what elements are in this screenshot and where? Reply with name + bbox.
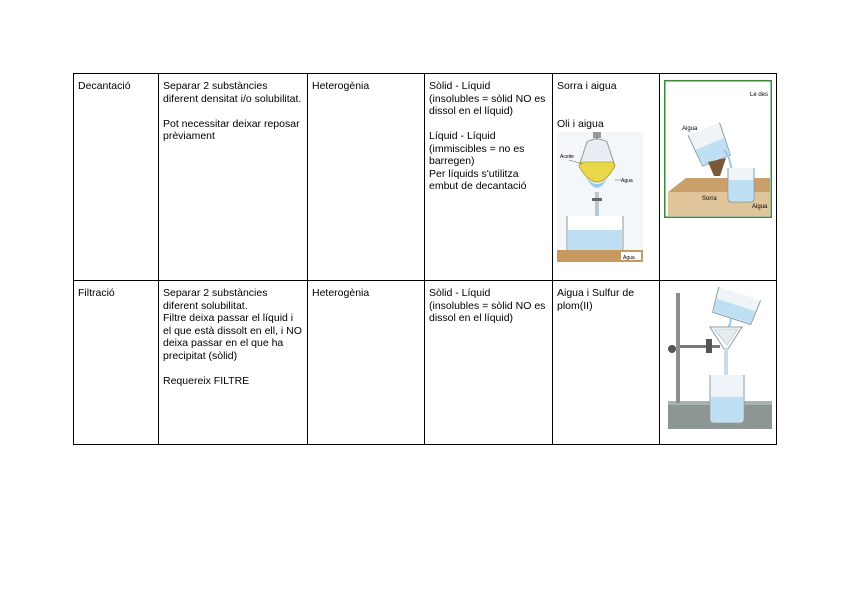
funnel-label: Aceite [560, 154, 574, 160]
method-cell [74, 74, 159, 281]
funnel-label: Agua [623, 255, 635, 261]
description-text: Separar 2 substàncies diferent solubilitat. [163, 287, 268, 312]
example-cell [553, 281, 660, 445]
mixture-type-cell [308, 281, 425, 445]
phase-heading: Sòlid - Líquid [429, 287, 491, 299]
phases-cell [425, 281, 553, 445]
beaker-label: Aigua [752, 204, 768, 210]
phase-heading: Líquid - Líquid [429, 130, 496, 142]
description-text: Requereix FILTRE [163, 374, 250, 387]
separatory-funnel-illustration [557, 132, 643, 262]
description-text: Pot necessitar deixar reposar prèviament [163, 117, 300, 142]
method-name: Filtració [78, 287, 115, 299]
example-text: Oli i aigua [557, 117, 604, 130]
description-text: Filtre deixa passar el líquid i el que està dissolt en ell, i NO deixa passar en el que ha precipitat (sòlid) [163, 312, 302, 362]
illustration-cell [660, 281, 777, 445]
funnel-label: Agua [621, 178, 633, 184]
illustration-cell [660, 74, 777, 281]
separation-methods-table [73, 73, 777, 445]
phase-note: (insolubles = sòlid NO es dissol en el líquid) [429, 299, 546, 324]
decantation-illustration [664, 80, 772, 218]
phase-heading: Sòlid - Líquid [429, 80, 491, 92]
mixture-type: Heterogènia [312, 80, 370, 92]
description-cell [159, 74, 308, 281]
corner-label: Le des [750, 92, 769, 98]
phase-note: (insolubles = sòlid NO es dissol en el líquid) [429, 92, 546, 117]
phase-note: Per líquids s'utilitza embut de decantació [429, 167, 527, 192]
filtration-illustration [664, 287, 774, 433]
method-name: Decantació [78, 80, 131, 92]
description-cell [159, 281, 308, 445]
beaker-label: Aigua [682, 126, 698, 132]
sediment-label: Sorra [702, 196, 717, 202]
phase-note: (immiscibles = no es barregen) [429, 142, 525, 167]
table-row [74, 281, 777, 445]
description-text: Separar 2 substàncies diferent densitat i/o solubilitat. [163, 80, 302, 105]
method-cell [74, 281, 159, 445]
phases-cell [425, 74, 553, 281]
table-row [74, 74, 777, 281]
example-text: Aigua i Sulfur de plom(II) [557, 287, 635, 312]
example-cell [553, 74, 660, 281]
mixture-type-cell [308, 74, 425, 281]
example-text: Sorra i aigua [557, 80, 617, 92]
mixture-type: Heterogènia [312, 287, 370, 299]
